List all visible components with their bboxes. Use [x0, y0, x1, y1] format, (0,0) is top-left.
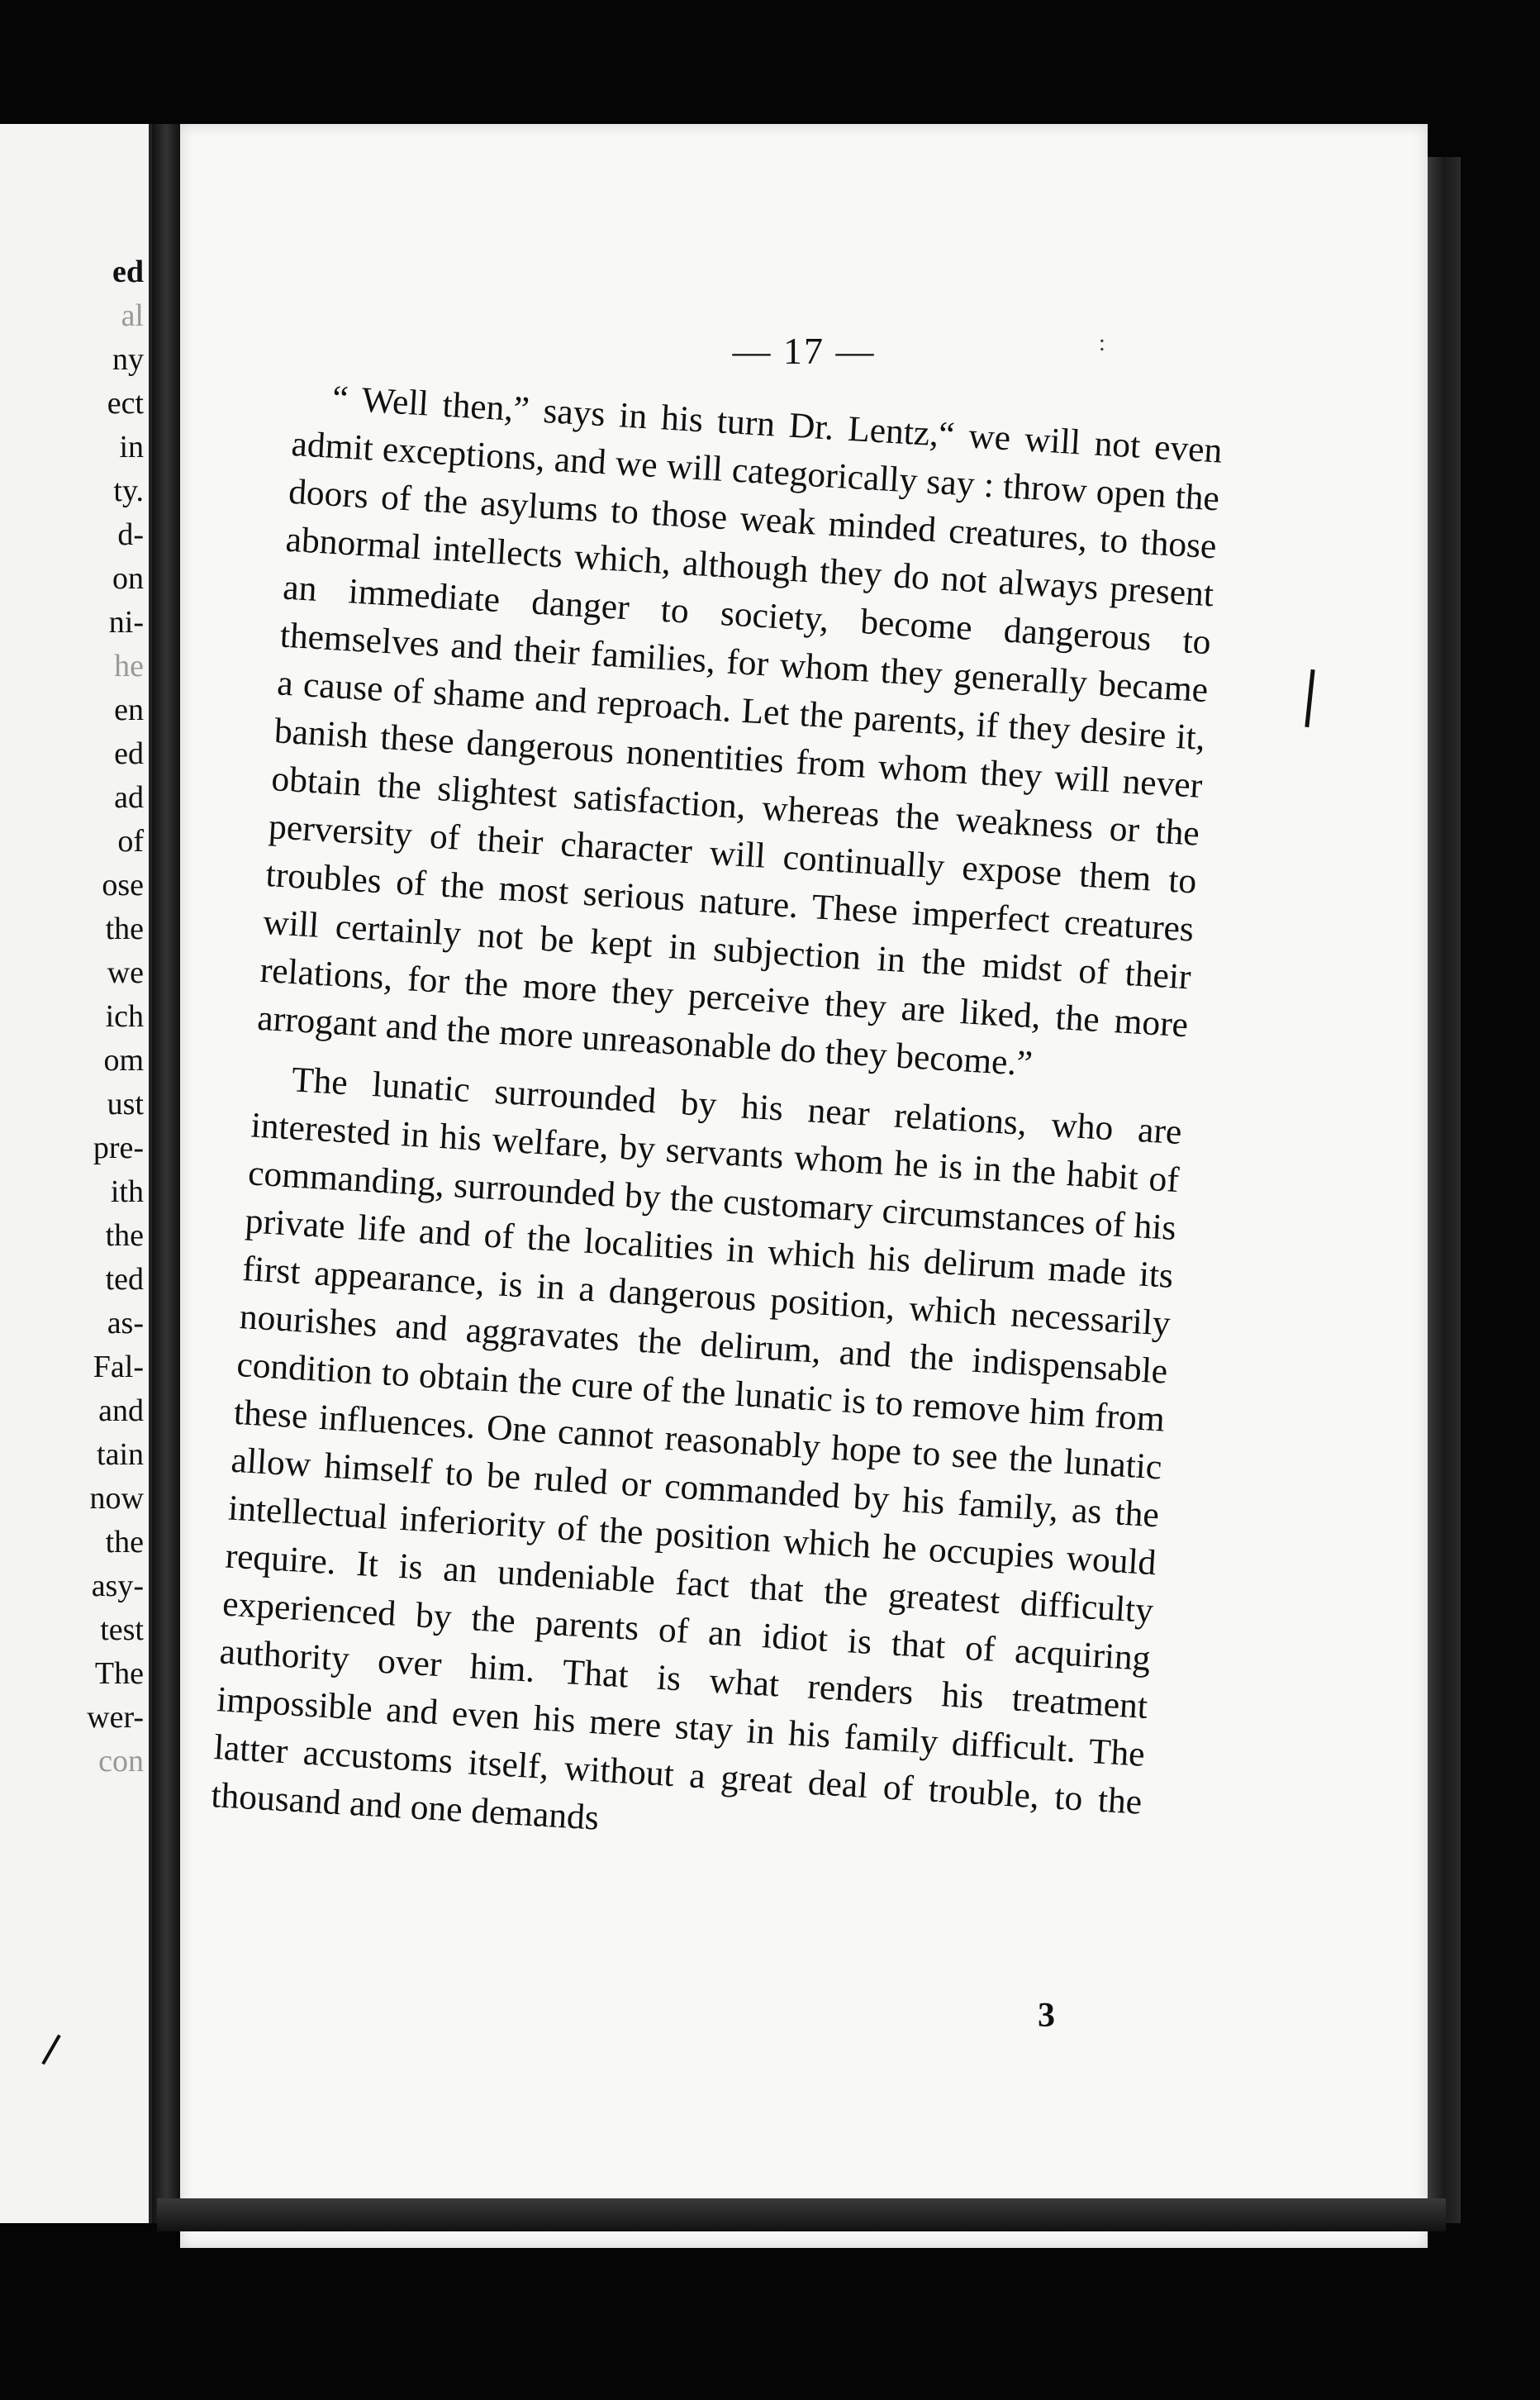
left-page-line: ect	[107, 386, 144, 421]
left-page-line: of	[117, 824, 144, 859]
left-page-line: en	[114, 693, 144, 727]
signature-mark: 3	[1038, 1997, 1055, 2035]
left-page-line: and	[98, 1393, 144, 1428]
left-page-line: ed	[112, 255, 144, 289]
margin-note: :	[1099, 331, 1105, 356]
page-stack-edge	[1428, 157, 1461, 2223]
left-page-line: ted	[105, 1262, 144, 1297]
left-page-line: test	[100, 1612, 144, 1647]
paragraph-quote: “ Well then,” says in his turn Dr. Lentz,“ we will not even admit exceptions, and we will categorically say : throw open the doors of the asylums to those weak minded creatures, to those abnormal intellects which, although they do not always present an immediate danger to society, become dangerous to themselves and their families, for whom they generally became a cause of shame and reproach. Let the parents, if they desire it, banish these dangerous nonentities from whom they will never obtain the slightest satisfaction, whereas the weakness or the perversity of their character will continually expose them to troubles of the most serious nature. These imperfect creatures will certainly not be kept in subjection in the midst of their relations, for the more they perceive they are liked, the more arrogant and the more unreasonable do they become.”	[256, 378, 1224, 1084]
left-page-line: ty.	[113, 474, 144, 508]
left-page-line: wer-	[87, 1700, 144, 1735]
page-number-header: — 17 —	[732, 330, 876, 372]
left-page-line: the	[105, 912, 144, 946]
left-page-line: the	[105, 1218, 144, 1253]
left-page-line: tain	[97, 1437, 144, 1472]
left-page-line: the	[105, 1525, 144, 1560]
left-page-line: ith	[110, 1174, 144, 1209]
left-page-line: al	[121, 298, 144, 333]
left-page-line: we	[107, 955, 144, 990]
left-page-line: on	[112, 561, 144, 596]
left-page-line: ose	[102, 868, 144, 902]
left-page-line: now	[89, 1481, 144, 1516]
page	[180, 124, 1428, 2248]
left-page-line: ny	[112, 342, 144, 377]
left-page-line: pre-	[93, 1131, 144, 1165]
paragraph-lunatic: The lunatic surrounded by his near relations, who are interested in his welfare, by servants whom he is in the habit of commanding, surrounded by the customary circumstances of his private life and of the localities in which his delirum made its first appearance, is in a dangerous position, which necessarily nourishes and aggravates the delirum, and the indispensable condition to obtain the cure of the lunatic is to remove him from these influences. One cannot reasonably hope to see the lunatic allow himself to be ruled or commanded by his family, as the intellectual inferiority of the position which he occupies would require. It is an undeniable fact that the greatest difficulty experienced by the parents of an idiot is that of acquiring authority over him. That is what renders his treatment impossible and even his mere stay in his family difficult. The latter accustoms itself, without a great deal of trouble, to the thousand and one demands	[210, 1060, 1183, 1838]
body-text	[209, 372, 1224, 1886]
left-page-line: d-	[117, 517, 144, 552]
left-page-line: in	[119, 430, 144, 464]
previous-page-fragment	[0, 124, 154, 2223]
left-page-line: as-	[107, 1306, 144, 1340]
left-page-line: om	[103, 1043, 144, 1078]
page-stack-bottom	[157, 2198, 1446, 2231]
pencil-mark	[1305, 669, 1314, 727]
left-page-line: he	[114, 649, 144, 683]
left-page-line: con	[98, 1744, 144, 1779]
left-page-line: The	[94, 1656, 144, 1691]
left-page-line: ni-	[108, 605, 144, 640]
left-page-line: ich	[105, 999, 144, 1034]
left-page-line: asy-	[91, 1569, 144, 1603]
left-page-line: ed	[114, 736, 144, 771]
left-page-line: ust	[107, 1087, 144, 1121]
left-page-line: Fal-	[93, 1350, 144, 1384]
book-gutter	[152, 124, 180, 2223]
left-page-line: ad	[114, 780, 144, 815]
